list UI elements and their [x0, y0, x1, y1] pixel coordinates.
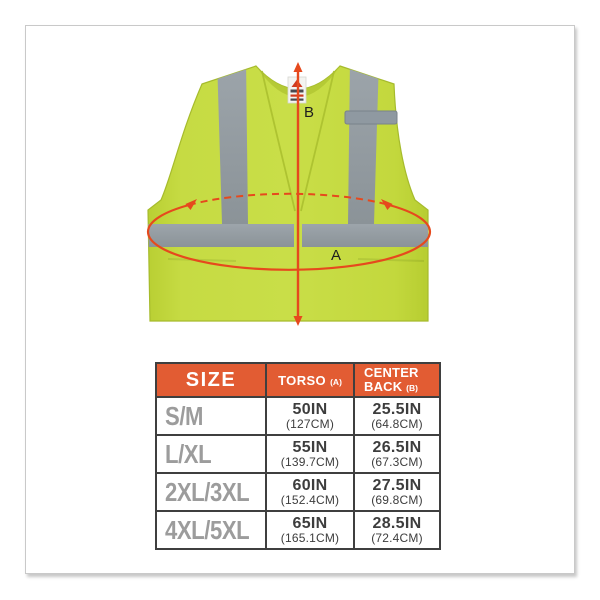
- center-back-header-line2: BACK: [364, 378, 403, 394]
- label-a: A: [331, 247, 342, 264]
- size-cell: S/M: [156, 397, 266, 435]
- arrowhead-up: [294, 62, 303, 72]
- torso-header-label: TORSO: [278, 372, 327, 388]
- torso-cell: 65IN (165.1CM): [266, 511, 354, 549]
- column-header-size: [156, 363, 266, 397]
- reflective-stripe-right-vertical: [348, 58, 379, 224]
- reflective-stripe-horizontal-right: [302, 224, 436, 247]
- column-header-torso: [266, 363, 354, 397]
- size-cell: 2XL/3XL: [156, 473, 266, 511]
- table-row: [156, 435, 440, 473]
- center-back-header-key: (B): [406, 382, 418, 393]
- torso-cell: 60IN (152.4CM): [266, 473, 354, 511]
- size-cell: L/XL: [156, 435, 266, 473]
- reflective-stripe-horizontal-left: [140, 224, 294, 247]
- reflective-stripe-left-vertical: [217, 58, 248, 224]
- torso-cell: 55IN (139.7CM): [266, 435, 354, 473]
- center-back-header-line1: CENTER: [364, 364, 419, 380]
- chest-badge-tab: [345, 111, 397, 124]
- torso-cell: 50IN (127CM): [266, 397, 354, 435]
- torso-header-key: (A): [330, 376, 342, 387]
- vest-illustration: [140, 58, 436, 321]
- size-cell: 4XL/5XL: [156, 511, 266, 549]
- vest-measurement-diagram: [138, 46, 440, 336]
- center-back-cell: 26.5IN (67.3CM): [354, 435, 440, 473]
- label-b: B: [304, 104, 315, 121]
- size-chart-table: [155, 362, 441, 550]
- table-row: [156, 473, 440, 511]
- table-row: [156, 511, 440, 549]
- center-back-cell: 25.5IN (64.8CM): [354, 397, 440, 435]
- center-back-cell: 27.5IN (69.8CM): [354, 473, 440, 511]
- table-row: [156, 397, 440, 435]
- column-header-center-back: [354, 363, 440, 397]
- size-header-label: SIZE: [185, 368, 237, 391]
- center-back-cell: 28.5IN (72.4CM): [354, 511, 440, 549]
- header-row: [156, 363, 440, 397]
